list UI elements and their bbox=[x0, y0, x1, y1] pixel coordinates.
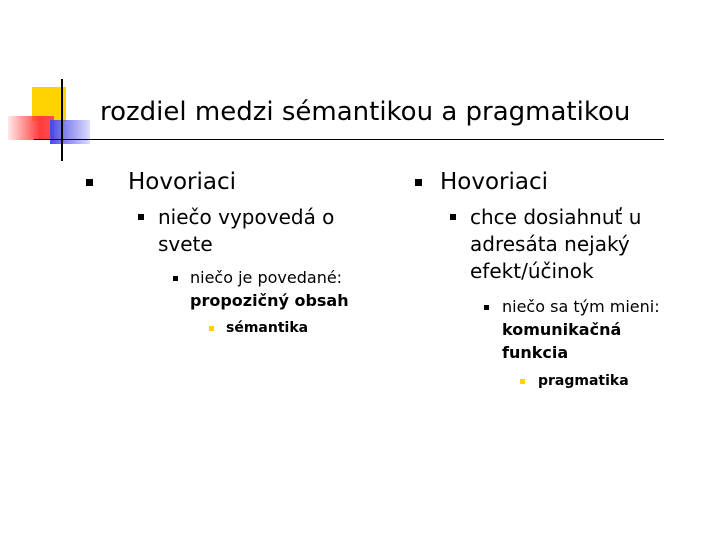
decor-blue-bar bbox=[50, 120, 90, 144]
left-level4-text: sémantika bbox=[226, 320, 309, 336]
bullet-square-icon bbox=[173, 276, 178, 281]
bullet-square-icon bbox=[450, 214, 456, 220]
left-level2-text: niečo vypovedá o svete bbox=[158, 205, 335, 256]
bullet-yellow-square-icon bbox=[209, 326, 214, 331]
bullet-yellow-square-icon bbox=[520, 379, 525, 384]
slide-title: rozdiel medzi sémantikou a pragmatikou bbox=[100, 97, 631, 127]
left-level3-bold: propozičný obsah bbox=[190, 291, 349, 310]
bullet-square-icon bbox=[484, 305, 489, 310]
bullet-square-icon bbox=[415, 179, 422, 186]
right-level4-text: pragmatika bbox=[538, 373, 629, 389]
title-underline bbox=[34, 139, 664, 140]
bullet-square-icon bbox=[138, 214, 144, 220]
left-level3-text bbox=[190, 266, 380, 312]
left-level1-text: Hovoriaci bbox=[128, 169, 237, 195]
right-level1-text: Hovoriaci bbox=[440, 169, 549, 195]
bullet-square-icon bbox=[86, 179, 93, 186]
left-level3-prefix: niečo je povedané: bbox=[190, 268, 343, 287]
right-level3-text bbox=[502, 295, 692, 364]
decor-red-bar bbox=[8, 116, 54, 140]
decor-vertical-line bbox=[61, 79, 63, 161]
right-level2-text: chce dosiahnuť u adresáta nejaký efekt/účinok bbox=[470, 205, 642, 283]
right-level3-prefix: niečo sa tým mieni: bbox=[502, 297, 660, 316]
right-level3-bold: komunikačná funkcia bbox=[502, 320, 622, 362]
